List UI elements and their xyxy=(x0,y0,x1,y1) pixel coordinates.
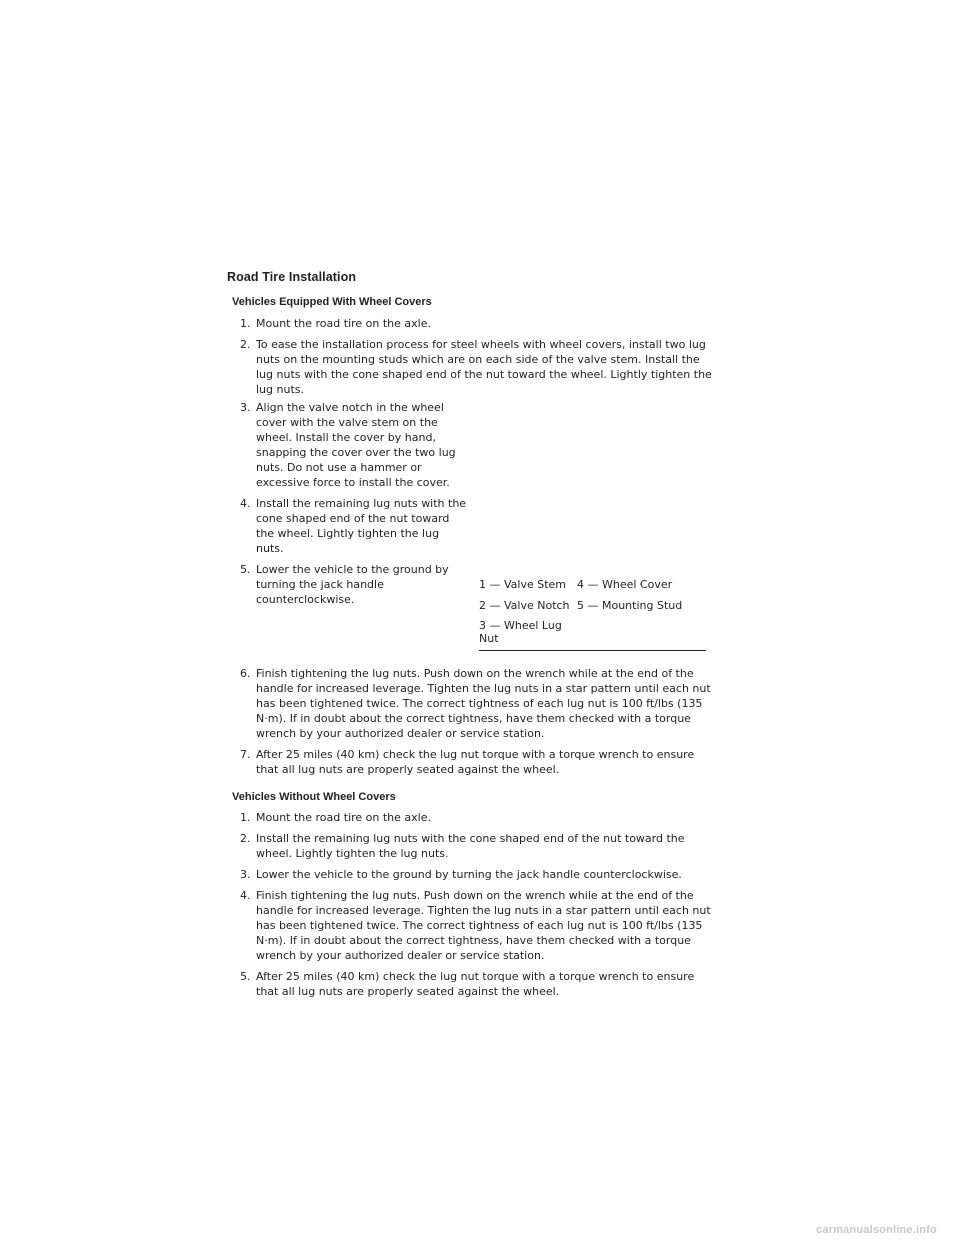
step-number: 1. xyxy=(240,317,251,330)
step-number: 3. xyxy=(240,868,251,881)
step-text: Lower the vehicle to the ground by turning the jack handle counterclockwise. xyxy=(256,868,682,881)
footer-watermark: carmanualsonline.info xyxy=(816,1224,937,1236)
step-number: 6. xyxy=(240,667,251,680)
legend-row xyxy=(479,620,706,653)
legend-divider xyxy=(479,650,706,651)
list-item xyxy=(0,747,716,777)
step-text: Mount the road tire on the axle. xyxy=(256,317,431,330)
list-item xyxy=(0,400,468,490)
without-covers-heading: Vehicles Without Wheel Covers xyxy=(232,791,396,803)
list-item xyxy=(0,888,716,963)
step-text: Lower the vehicle to the ground by turning the jack handle counterclockwise. xyxy=(256,563,449,606)
legend-item: 5 — Mounting Stud xyxy=(577,598,683,612)
step-text: Install the remaining lug nuts with the cone shaped end of the nut toward the wheel. Lightly tighten the lug nuts. xyxy=(256,832,685,860)
step-text: Mount the road tire on the axle. xyxy=(256,811,431,824)
without-covers-steps xyxy=(0,810,716,1005)
step-number: 2. xyxy=(240,338,251,351)
step-text: After 25 miles (40 km) check the lug nut torque with a torque wrench to ensure that all lug nuts are properly seated against the wheel. xyxy=(256,970,695,998)
list-item xyxy=(0,562,468,607)
legend-row xyxy=(479,579,706,600)
legend-row xyxy=(479,600,706,621)
section-title: Road Tire Installation xyxy=(227,270,357,284)
step-text: Finish tightening the lug nuts. Push down on the wrench while at the end of the handle for increased leverage. Tighten the lug nuts in a star pattern until each nut has been tightened twice. The correct tightness of each lug nut is 100 ft/lbs (135 N·m). If in doubt about the correct tightness, have them checked with a torque wrench by your authorized dealer or service station. xyxy=(256,667,711,740)
legend-item xyxy=(577,620,706,653)
step-number: 3. xyxy=(240,401,251,414)
legend-item: 2 — Valve Notch xyxy=(479,598,570,612)
step-number: 4. xyxy=(240,889,251,902)
list-item xyxy=(0,867,716,882)
step-number: 5. xyxy=(240,563,251,576)
step-text: Finish tightening the lug nuts. Push down on the wrench while at the end of the handle for increased leverage. Tighten the lug nuts in a star pattern until each nut has been tightened twice. The correct tightness of each lug nut is 100 ft/lbs (135 N·m). If in doubt about the correct tightness, have them checked with a torque wrench by your authorized dealer or service station. xyxy=(256,889,711,962)
legend-item: 1 — Valve Stem xyxy=(479,578,567,591)
step-number: 1. xyxy=(240,811,251,824)
step-number: 5. xyxy=(240,970,251,983)
list-item xyxy=(0,337,716,397)
with-covers-steps-b xyxy=(0,400,468,613)
list-item xyxy=(0,969,716,999)
step-number: 4. xyxy=(240,497,251,510)
step-number: 2. xyxy=(240,832,251,845)
list-item xyxy=(0,831,716,861)
list-item xyxy=(0,316,716,331)
legend-item: 4 — Wheel Cover xyxy=(577,578,673,591)
with-covers-steps-a xyxy=(0,316,716,403)
step-text: Install the remaining lug nuts with the cone shaped end of the nut toward the wheel. Lightly tighten the lug nuts. xyxy=(256,497,467,555)
with-covers-steps-c xyxy=(0,666,716,783)
step-text: Align the valve notch in the wheel cover with the valve stem on the wheel. Install the cover by hand, snapping the cover over the two lug nuts. Do not use a hammer or excessive force to install the cover. xyxy=(256,401,456,489)
legend-item: 3 — Wheel Lug Nut xyxy=(479,619,562,645)
step-number: 7. xyxy=(240,748,251,761)
list-item xyxy=(0,496,468,556)
list-item xyxy=(0,666,716,741)
step-text: After 25 miles (40 km) check the lug nut torque with a torque wrench to ensure that all lug nuts are properly seated against the wheel. xyxy=(256,748,695,776)
step-text: To ease the installation process for steel wheels with wheel covers, install two lug nuts on the mounting studs which are on each side of the valve stem. Install the lug nuts with the cone shaped end of the nut toward the wheel. Lightly tighten the lug nuts. xyxy=(256,338,712,396)
figure-legend xyxy=(479,579,706,653)
list-item xyxy=(0,810,716,825)
with-covers-heading: Vehicles Equipped With Wheel Covers xyxy=(232,296,432,308)
